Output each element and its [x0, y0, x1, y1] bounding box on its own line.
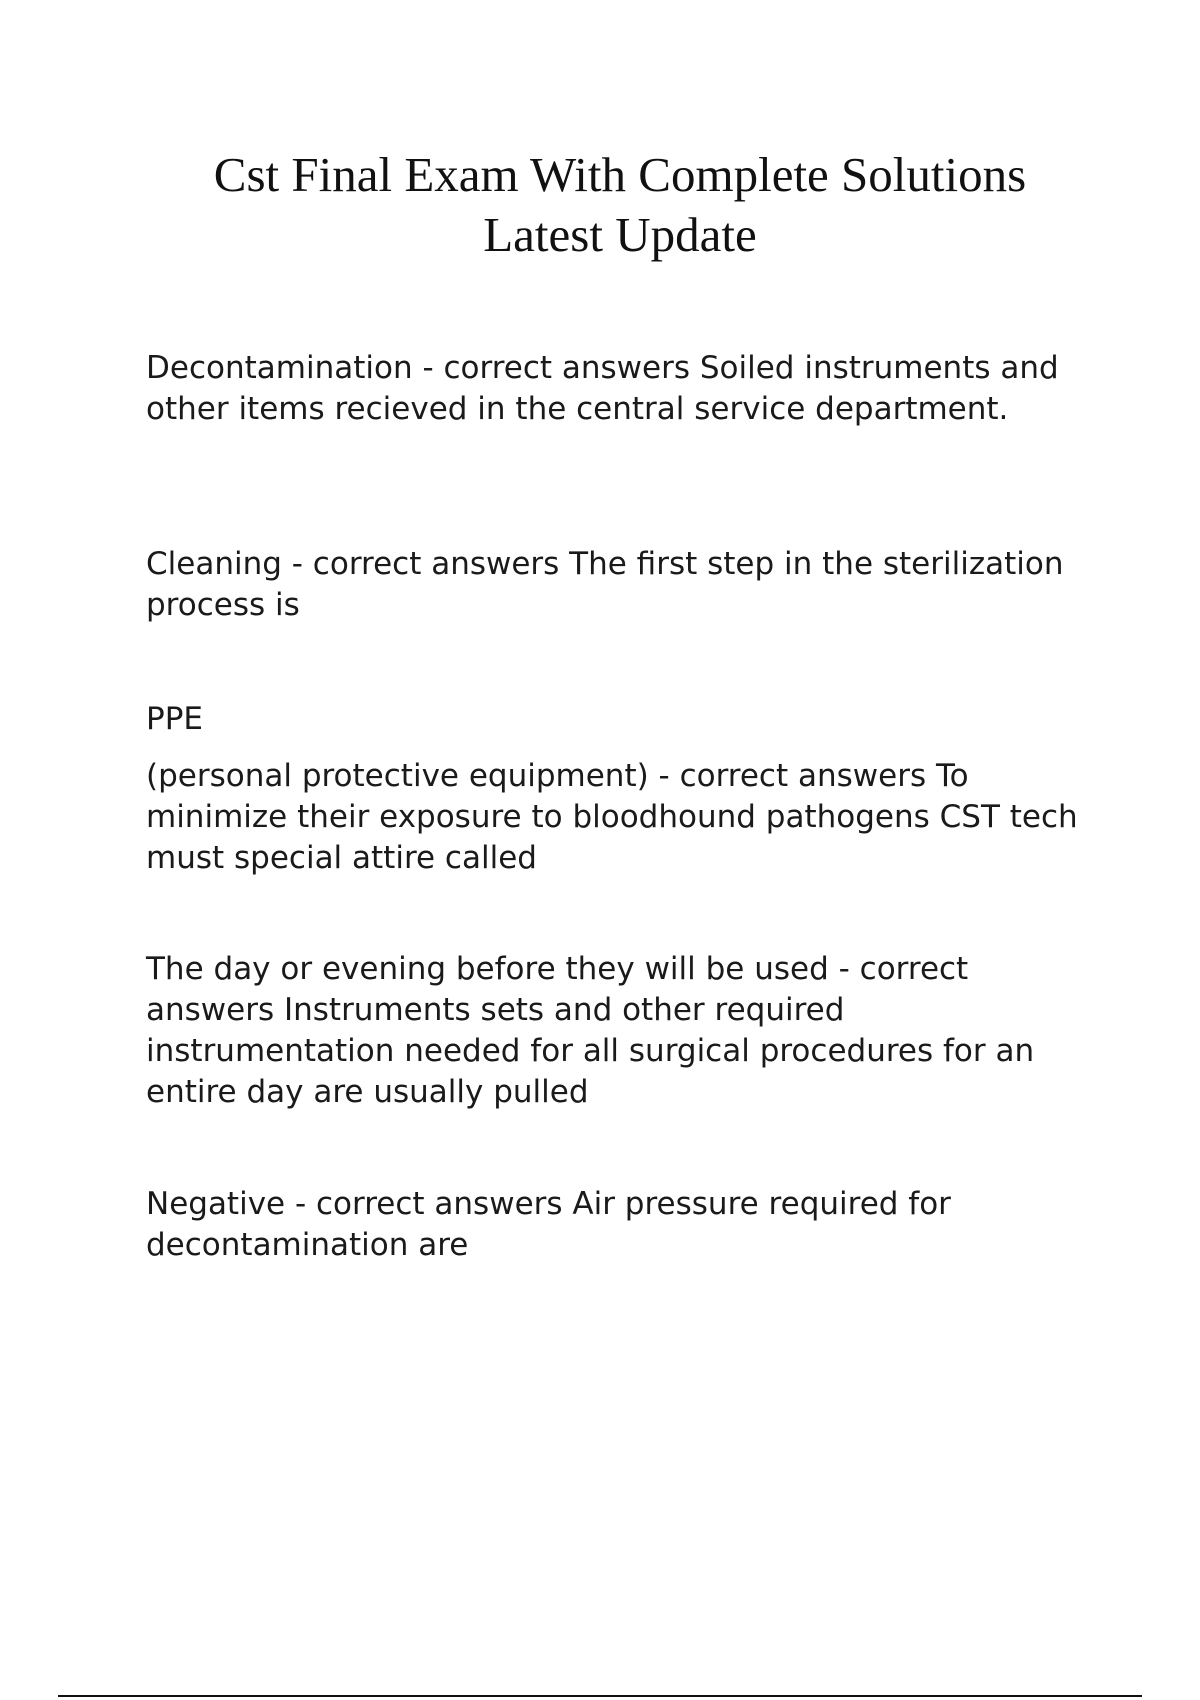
title-line-1: Cst Final Exam With Complete Solutions	[213, 147, 1027, 202]
qa-decontamination: Decontamination - correct answers Soiled instruments and other items recieved in the central service department.	[146, 350, 1059, 427]
qa-cleaning: Cleaning - correct answers The first step in the sterilization process is	[146, 546, 1064, 623]
bottom-divider	[58, 1695, 1142, 1697]
qa-negative-pressure: Negative - correct answers Air pressure required for decontamination are	[146, 1186, 951, 1263]
title-line-2: Latest Update	[483, 207, 757, 262]
qa-ppe-definition: (personal protective equipment) - correct answers To minimize their exposure to bloodhound pathogens CST tech must special attire called	[146, 758, 1078, 876]
qa-ppe-term: PPE	[146, 701, 203, 737]
qa-instrument-pull: The day or evening before they will be used - correct answers Instruments sets and other required instrumentation needed for all surgical procedures for an entire day are usually pulled	[146, 951, 1035, 1110]
page-title	[140, 145, 1100, 265]
